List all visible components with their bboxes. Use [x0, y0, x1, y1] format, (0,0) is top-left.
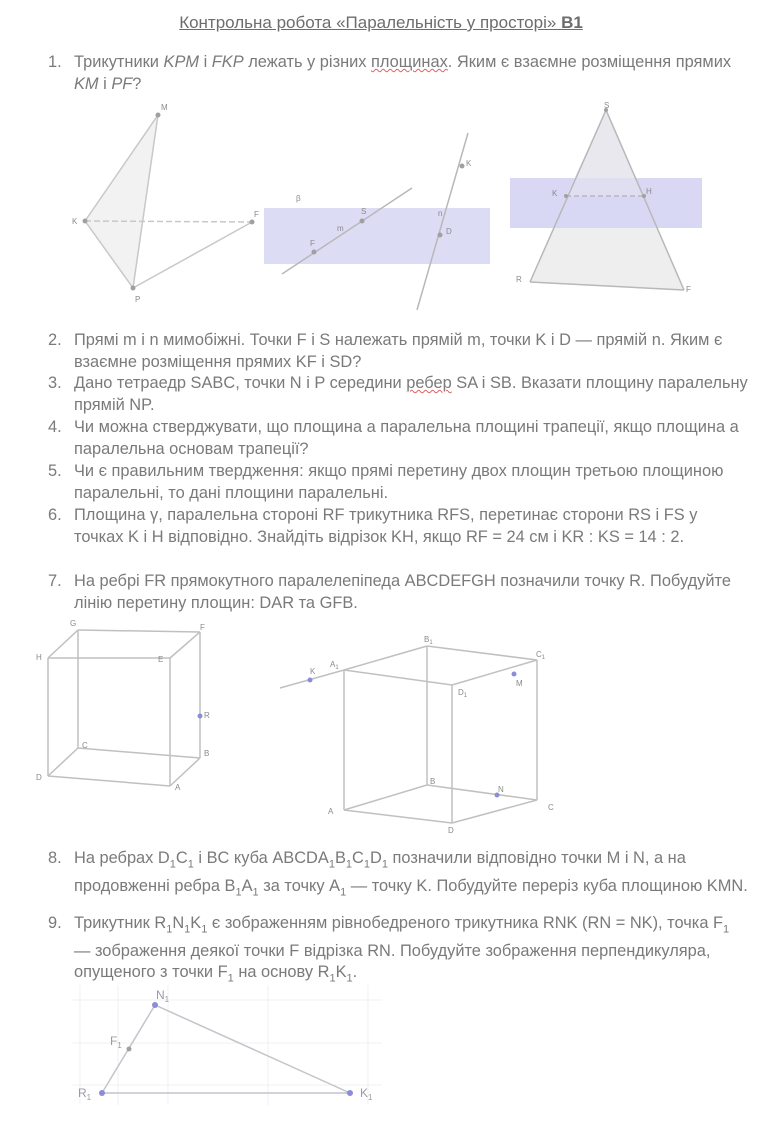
label-c: C — [548, 803, 554, 812]
label-n1: $N_1$ — [156, 988, 170, 1004]
label-d: D — [448, 826, 454, 835]
point-k — [564, 194, 568, 198]
point-f — [312, 250, 317, 255]
question-7 — [48, 571, 748, 614]
label-f: F — [686, 285, 691, 294]
figure-skew-lines — [262, 128, 502, 318]
label-b1: $B_1$ — [424, 635, 433, 646]
question-number: 1. — [48, 53, 62, 71]
figure-triangles-kpm-fkp — [60, 100, 280, 310]
point-k — [83, 219, 88, 224]
question-number: 3. — [48, 374, 62, 392]
point-m — [512, 672, 517, 677]
question-number: 5. — [48, 462, 62, 480]
question-5 — [48, 461, 748, 504]
subscript: 1 — [346, 972, 353, 985]
title-variant: В1 — [561, 13, 583, 32]
label-a: A — [328, 807, 334, 816]
question-1 — [48, 52, 748, 95]
point-f — [250, 220, 255, 225]
label-e: E — [158, 655, 164, 664]
point-k — [460, 164, 465, 169]
label-m: m — [337, 224, 344, 233]
point-s — [360, 219, 365, 224]
italic-term: FKP — [211, 53, 244, 71]
label-s: S — [361, 207, 367, 216]
label-a: A — [175, 783, 181, 792]
subscript: 1 — [201, 923, 208, 936]
label-d: D — [36, 773, 42, 782]
label-r: R — [516, 275, 522, 284]
question-number: 6. — [48, 506, 62, 524]
subscript: 1 — [252, 886, 259, 899]
question-text: На ребрах $D_1C_1$ і BC куба $ABCDA_1B_1C_1D_1$ позначили відповідно точки M і N, а на продовженні ребра $B_1A_1$ за точку $A_1$ — точку K. Побудуйте переріз куба площиною KMN. — [74, 849, 748, 899]
figure-parallelepiped — [30, 618, 230, 798]
title-text: Контрольна робота «Паралельність у просторі» — [179, 13, 562, 32]
label-p: P — [135, 295, 141, 304]
label-g: G — [70, 619, 77, 628]
question-text: Чи можна стверджувати, що площина а паралельна площині трапеції, якщо площина а паралельна основам трапеції? — [74, 418, 739, 458]
label-b: B — [204, 749, 210, 758]
label-r: R — [204, 711, 210, 720]
point-d — [438, 233, 443, 238]
subscript: 1 — [235, 886, 242, 899]
subscript: 1 — [340, 886, 347, 899]
label-beta: β — [296, 194, 301, 203]
figure-triangle-r1n1k1 — [72, 985, 392, 1110]
label-k: K — [552, 189, 558, 198]
subscript: 1 — [169, 858, 176, 871]
question-8 — [48, 848, 748, 904]
question-3 — [48, 373, 748, 416]
label-s: S — [604, 101, 610, 110]
question-number: 8. — [48, 849, 62, 867]
label-b: B — [430, 777, 436, 786]
point-f1 — [127, 1047, 132, 1052]
label-k1: $K_1$ — [360, 1086, 373, 1102]
point-k1 — [347, 1090, 353, 1096]
italic-term: KM — [74, 74, 99, 93]
subscript: 1 — [345, 858, 353, 871]
label-f1: $F_1$ — [110, 1034, 122, 1050]
label-m: M — [161, 103, 168, 112]
label-c1: $C_1$ — [536, 650, 546, 661]
question-text: Трикутники KPM і FKP лежать у різних площинах. Яким є взаємне розміщення прямих KM і PF? — [74, 53, 732, 93]
point-p — [131, 286, 136, 291]
spellcheck-word: ребер — [406, 374, 452, 392]
subscript: 1 — [723, 923, 730, 936]
label-f: F — [310, 239, 315, 248]
label-f: F — [200, 623, 205, 632]
question-text: На ребрі FR прямокутного паралелепіпеда ABCDEFGH позначили точку R. Побудуйте лінію перетину площин: DAR та GFB. — [74, 572, 731, 612]
spellcheck-word: площинах — [371, 53, 448, 71]
label-m: M — [516, 679, 523, 688]
page-title — [0, 13, 762, 33]
subscript: 1 — [329, 972, 336, 985]
label-n: N — [498, 785, 504, 794]
question-text: Чи є правильним твердження: якщо прямі перетину двох площин третьою площиною паралельні, то дані площини паралельні. — [74, 462, 724, 502]
subscript: 1 — [227, 972, 234, 985]
label-a1: $A_1$ — [330, 660, 339, 671]
question-text: Площина γ, паралельна стороні RF трикутника RFS, перетинає сторони RS і FS у точках K і H відповідно. Знайдіть відрізок KH, якщо RF = 24 см і KR : KS = 14 : 2. — [74, 506, 698, 546]
question-text: Трикутник $R_1N_1K_1$ є зображенням рівнобедреного трикутника RNK (RN = NK), точка $F_1$ — зображення деякої точки F відрізка RN. Побудуйте зображення перпендикуляра, опущеного з точки $F_1$ на основу $R_1K_1$. — [74, 914, 730, 985]
label-h: H — [646, 187, 652, 196]
question-9 — [48, 913, 748, 990]
question-4 — [48, 417, 748, 460]
label-f: F — [254, 210, 259, 219]
label-c: C — [82, 741, 88, 750]
label-d1: $D_1$ — [458, 688, 468, 699]
question-number: 4. — [48, 418, 62, 436]
point-k — [308, 678, 313, 683]
label-n: n — [438, 209, 443, 218]
point-r1 — [99, 1090, 105, 1096]
question-number: 7. — [48, 572, 62, 590]
question-number: 2. — [48, 331, 62, 349]
figure-triangle-rfs — [508, 100, 708, 305]
question-number: 9. — [48, 914, 62, 932]
label-d: D — [446, 227, 452, 236]
italic-term: KPM — [163, 53, 200, 71]
italic-term: PF — [111, 74, 133, 93]
subscript: 1 — [328, 858, 335, 871]
point-m — [156, 113, 161, 118]
subscript: 1 — [166, 923, 173, 936]
subscript: 1 — [184, 923, 191, 936]
label-k: K — [466, 159, 472, 168]
question-6 — [48, 505, 748, 548]
figure-cube — [272, 630, 572, 840]
label-r1: $R_1$ — [78, 1086, 92, 1102]
point-r — [198, 714, 203, 719]
label-k: K — [310, 667, 316, 676]
point-n1 — [152, 1002, 158, 1008]
subscript: 1 — [363, 858, 370, 871]
question-text: Прямі m і n мимобіжні. Точки F і S належать прямій m, точки K і D — прямій n. Яким є взаємне розміщення прямих KF і SD? — [74, 331, 723, 371]
subscript: 1 — [381, 858, 388, 871]
subscript: 1 — [187, 858, 194, 871]
label-k: K — [72, 217, 78, 226]
question-text: Дано тетраедр SABC, точки N і P середини ребер SA і SB. Вказати площину паралельну прямій NP. — [74, 374, 748, 414]
question-2 — [48, 330, 748, 373]
label-h: H — [36, 653, 42, 662]
